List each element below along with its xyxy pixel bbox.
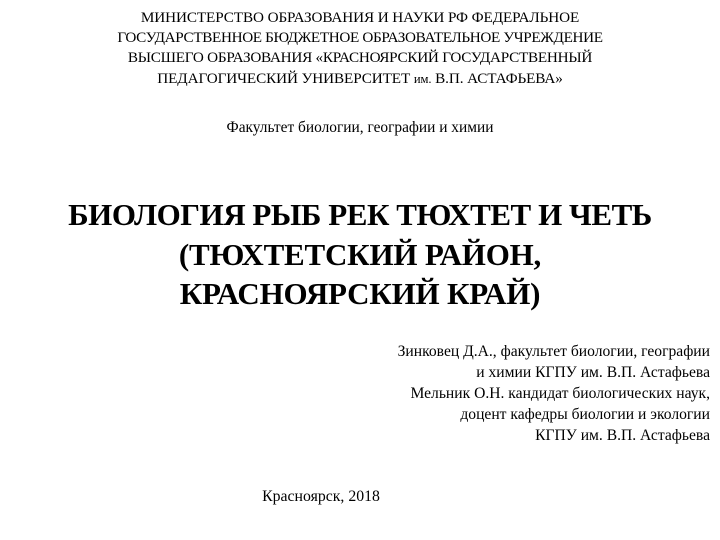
organization-line-4-part-1: ПЕДАГОГИЧЕСКИЙ УНИВЕРСИТЕТ (157, 69, 414, 87)
organization-line-3: ВЫСШЕГО ОБРАЗОВАНИЯ «КРАСНОЯРСКИЙ ГОСУДАРСТВЕННЫЙ (127, 49, 593, 67)
author-line: Зинковец Д.А., факультет биологии, географии (397, 343, 710, 360)
authors-block (398, 342, 710, 447)
organization-line-2: ГОСУДАРСТВЕННОЕ БЮДЖЕТНОЕ ОБРАЗОВАТЕЛЬНОЕ УЧРЕЖДЕНИЕ (117, 29, 603, 47)
page-title (6, 195, 714, 314)
author-line: и химии КГПУ им. В.П. Астафьева (476, 363, 710, 381)
organization-line-4-part-3: В.П. АСТАФЬЕВА» (431, 69, 563, 87)
footer-place-year: Красноярск, 2018 (262, 488, 380, 505)
page-title-line-3: КРАСНОЯРСКИЙ КРАЙ) (179, 276, 541, 311)
author-line: доцент кафедры биологии и экологии (460, 405, 710, 423)
organization-line-4-imeni: им. (413, 71, 432, 86)
author-line: КГПУ им. В.П. Астафьева (535, 426, 710, 444)
page-title-line-1: БИОЛОГИЯ РЫБ РЕК ТЮХТЕТ И ЧЕТЬ (68, 197, 652, 232)
organization-line-1: МИНИСТЕРСТВО ОБРАЗОВАНИЯ И НАУКИ РФ ФЕДЕРАЛЬНОЕ (140, 9, 580, 26)
faculty-subtitle: Факультет биологии, географии и химии (226, 119, 494, 136)
page-title-line-2: (ТЮХТЕТСКИЙ РАЙОН, (178, 236, 542, 272)
organization-line-4 (30, 69, 690, 89)
author-line: Мельник О.Н. кандидат биологических наук, (410, 384, 710, 402)
organization-header (30, 8, 690, 89)
